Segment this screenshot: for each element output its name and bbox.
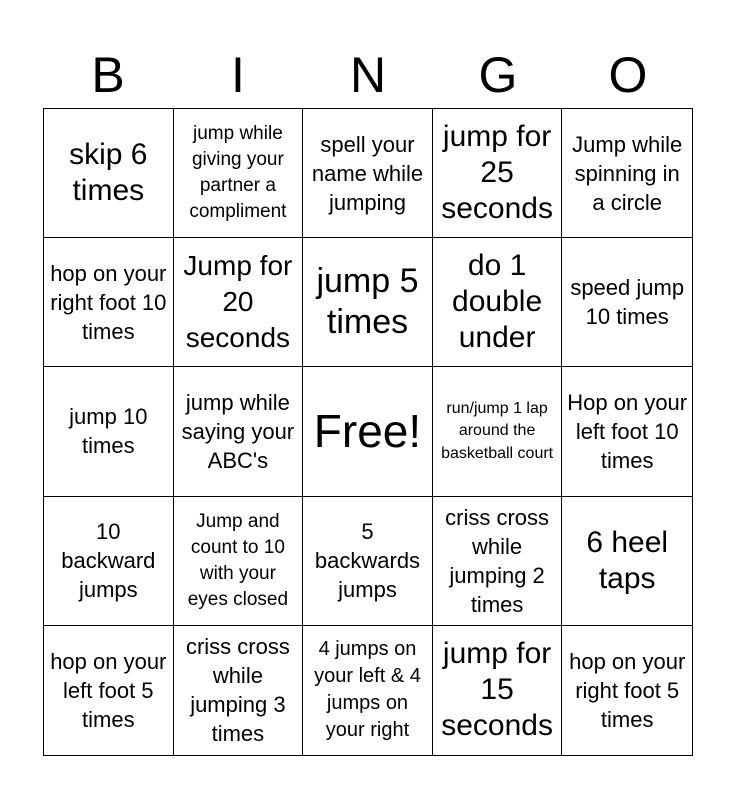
bingo-cell[interactable] (433, 626, 563, 755)
bingo-cell[interactable] (433, 109, 563, 238)
cell-text: 5 backwards jumps (314, 519, 421, 603)
cell-text: 4 jumps on your left & 4 jumps on your right (314, 638, 421, 742)
bingo-cell[interactable] (174, 238, 304, 367)
cell-text: Jump for 20 seconds (183, 249, 293, 354)
free-space-text: Free! (313, 405, 422, 458)
bingo-cell[interactable] (303, 626, 433, 755)
bingo-cell[interactable] (562, 626, 692, 755)
cell-text: 6 heel taps (586, 525, 669, 595)
bingo-cell[interactable] (174, 497, 304, 626)
cell-text: hop on your left foot 5 times (50, 648, 167, 732)
bingo-cell[interactable] (44, 367, 174, 496)
cell-text: criss cross while jumping 3 times (185, 634, 290, 747)
bingo-cell[interactable] (303, 238, 433, 367)
cell-text: jump while giving your partner a compliment (189, 123, 287, 222)
bingo-cell[interactable] (44, 497, 174, 626)
bingo-cell[interactable] (562, 238, 692, 367)
cell-text: Jump while spinning in a circle (572, 131, 683, 215)
bingo-cell[interactable] (562, 367, 692, 496)
bingo-header (43, 42, 693, 108)
bingo-grid (43, 108, 693, 756)
header-letter-o: O (608, 47, 648, 103)
bingo-cell[interactable] (433, 367, 563, 496)
bingo-cell[interactable] (562, 497, 692, 626)
cell-text: jump 10 times (69, 404, 148, 459)
cell-text: jump for 15 seconds (441, 637, 553, 743)
cell-text: hop on your right foot 10 times (50, 260, 167, 344)
header-letter-g: G (478, 47, 518, 103)
cell-text: jump for 25 seconds (441, 120, 553, 226)
bingo-cell[interactable] (44, 109, 174, 238)
header-letter-i: I (231, 47, 245, 103)
cell-text: criss cross while jumping 2 times (445, 504, 550, 617)
bingo-cell[interactable] (44, 626, 174, 755)
header-letter-b: B (91, 47, 125, 103)
bingo-cell[interactable] (433, 497, 563, 626)
cell-text: 10 backward jumps (61, 519, 156, 603)
cell-text: spell your name while jumping (311, 131, 424, 215)
bingo-cell[interactable] (303, 497, 433, 626)
bingo-cell[interactable] (174, 109, 304, 238)
bingo-cell[interactable] (433, 238, 563, 367)
cell-text: do 1 double under (452, 249, 543, 355)
cell-text: speed jump 10 times (570, 275, 685, 330)
cell-text: Hop on your left foot 10 times (567, 389, 688, 473)
bingo-cell[interactable] (303, 109, 433, 238)
cell-text: jump 5 times (316, 262, 419, 342)
cell-text: jump while saying your ABC's (181, 389, 295, 473)
bingo-cell[interactable] (174, 626, 304, 755)
cell-text: run/jump 1 lap around the basketball court (441, 399, 554, 462)
header-letter-n: N (349, 47, 387, 103)
bingo-cell[interactable] (562, 109, 692, 238)
bingo-cell[interactable] (44, 238, 174, 367)
cell-text: hop on your right foot 5 times (569, 648, 686, 732)
cell-text: Jump and count to 10 with your eyes closed (187, 511, 289, 610)
bingo-cell[interactable] (174, 367, 304, 496)
cell-text: skip 6 times (69, 138, 148, 208)
bingo-cell-free[interactable] (303, 367, 433, 496)
